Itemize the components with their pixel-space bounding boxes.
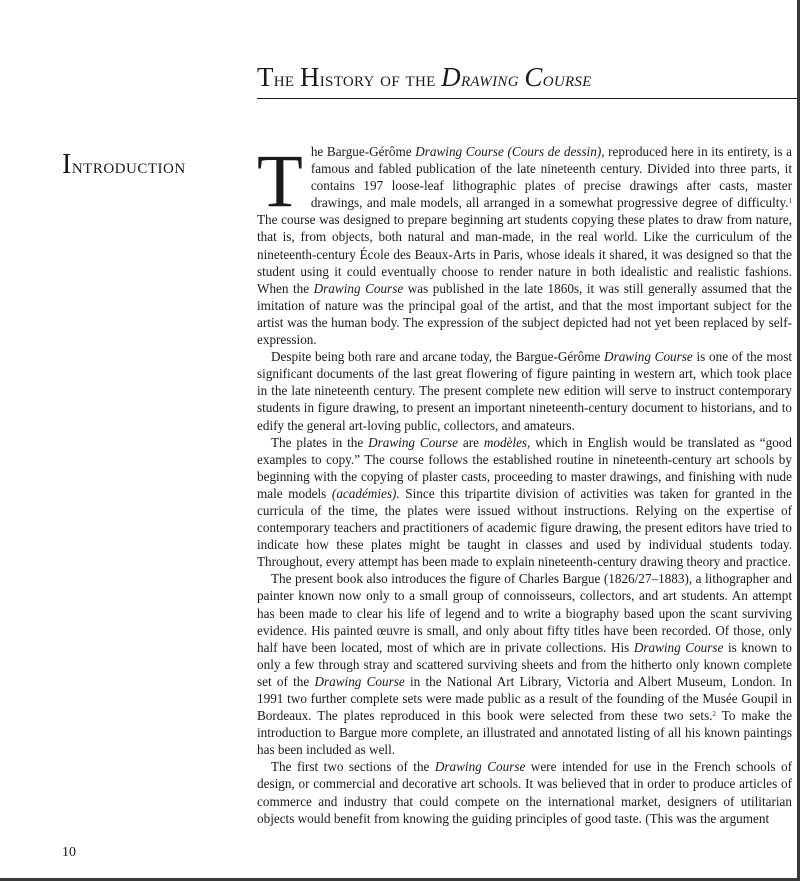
title-initial: T: [257, 62, 274, 92]
p4-text-4: To make the introduction to Bargue more complete, an illustrated and annotated listing of all his known paintings has been included as well.: [257, 708, 792, 758]
p1-text-2: reproduced here in its entirety, is a famous and fabled publication of the late nineteenth century. Divided into three parts, it contains 197 loose-leaf lithographic plates of precise drawings after casts, master drawings, and male models, all arranged in a somewhat progressive degree of difficulty.: [310, 144, 793, 211]
p5-text-1: The first two sections of the: [271, 759, 435, 775]
section-heading: [62, 149, 186, 181]
p4-text-2: is known to only a few through stray and scattered surviving sheets and from the hitherto only known complete set of the: [257, 639, 793, 689]
heading-initial: I: [62, 149, 72, 180]
p5-text-2: were intended for use in the French schools of design, or commercial and decorative art schools. It was believed that in order to produce articles of commerce and industry that could compete on the international market, designers of utilitarian objects would benefit from knowing the guiding principles of good taste. (This was the argument: [257, 759, 793, 826]
p1-italic-1: Drawing Course (Cours de dessin),: [415, 144, 605, 159]
title-the: he: [273, 67, 300, 91]
p3-text-2: are: [458, 434, 484, 450]
p4-text-1: The present book also introduces the figure of Charles Bargue (1826/27–1883), a lithographer and painter known now only to a small group of connoisseurs, collectors, and art students. An attempt has been made to clear his life of legend and to write a biography based upon the scant surviving evidence. His painted œuvre is small, and only about fifty titles have been recorded. Of those, only half have been located, most of which are in private collections. His: [257, 571, 792, 655]
title-course: ourse: [542, 67, 592, 91]
title-history: istory of the: [319, 67, 442, 91]
footnote-ref-1: 1: [788, 197, 792, 206]
paragraph-2: [257, 348, 792, 433]
paragraph-5: [257, 758, 792, 826]
body-text: [257, 140, 793, 827]
p1-italic-2: Drawing Course: [313, 280, 404, 296]
p4-text-3: in the National Art Library, Victoria and Albert Museum, London. In 1991 two further complete sets were made public as a result of the founding of the Musée Goupil in Bordeaux. The plates reproduced in this book were selected from these two sets.: [257, 673, 792, 724]
paragraph-4: [257, 570, 792, 758]
p2-text-1: Despite being both rare and arcane today, the Bargue-Gérôme: [271, 349, 605, 365]
page-number: 10: [62, 845, 76, 860]
title-h: H: [299, 62, 320, 92]
heading-rest: ntroduction: [71, 153, 186, 178]
paragraph-1: [257, 140, 793, 348]
p2-italic-1: Drawing Course: [604, 349, 693, 365]
p5-italic-1: Drawing Course: [434, 759, 526, 775]
title-d: D: [441, 62, 461, 92]
p3-italic-3: (académies).: [331, 485, 400, 501]
p3-text-1: The plates in the: [271, 434, 369, 450]
drop-cap: T: [257, 140, 303, 223]
p1-text-3: The course was designed to prepare beginning art students copying these plates to draw from nature, that is, from objects, both natural and man-made, in the real world. Like the curriculum of the nineteenth-century École des Beaux-Arts in Paris, whose ideals it shared, it was designed so that the student using it could eventually choose to render nature in both idealistic and realistic fashions. When the: [257, 212, 792, 296]
p3-italic-1: Drawing Course: [368, 434, 458, 450]
title-c: C: [524, 62, 543, 92]
title-drawing: rawing: [460, 67, 525, 91]
book-title: [257, 62, 592, 93]
p4-italic-1: Drawing Course: [633, 639, 724, 655]
p4-italic-2: Drawing Course: [314, 673, 405, 689]
p3-text-4: Since this tripartite division of activities was taken for granted in the curricula of the time, the plates were issued without instructions. Relying on the expertise of contemporary teachers and practitioners of academic figure drawing, the present editors have tried to indicate how these plates might be taught in classes and used by individual students today. Throughout, every attempt has been made to explain nineteenth-century drawing theory and practice.: [257, 485, 792, 570]
p3-text-3: which in English would be translated as “good examples to copy.” The course follows the established routine in nineteenth-century art schools by beginning with the copying of plaster casts, proceeding to master drawings, and finishing with nude male models: [257, 434, 792, 501]
footnote-ref-2: 2: [712, 710, 717, 719]
p1-text-4: was published in the late 1860s, it was still generally assumed that the imitation of nature was the principal goal of the artist, and that the most important subject for the artist was the human body. The expression of the subject depicted had not yet been replaced by self-expression.: [257, 280, 793, 348]
title-rule: [257, 98, 797, 99]
p3-italic-2: modèles,: [483, 434, 531, 450]
p2-text-2: is one of the most significant documents of the last great flowering of figure painting in western art, which took place in the late nineteenth century. The present complete new edition will serve to instruct contemporary students in figure drawing, to present an important nineteenth-century document to historians, and to edify the general art-loving public, collectors, and amateurs.: [257, 349, 792, 433]
paragraph-3: [257, 434, 792, 571]
p1-text-1: he Bargue-Gérôme: [310, 144, 416, 159]
